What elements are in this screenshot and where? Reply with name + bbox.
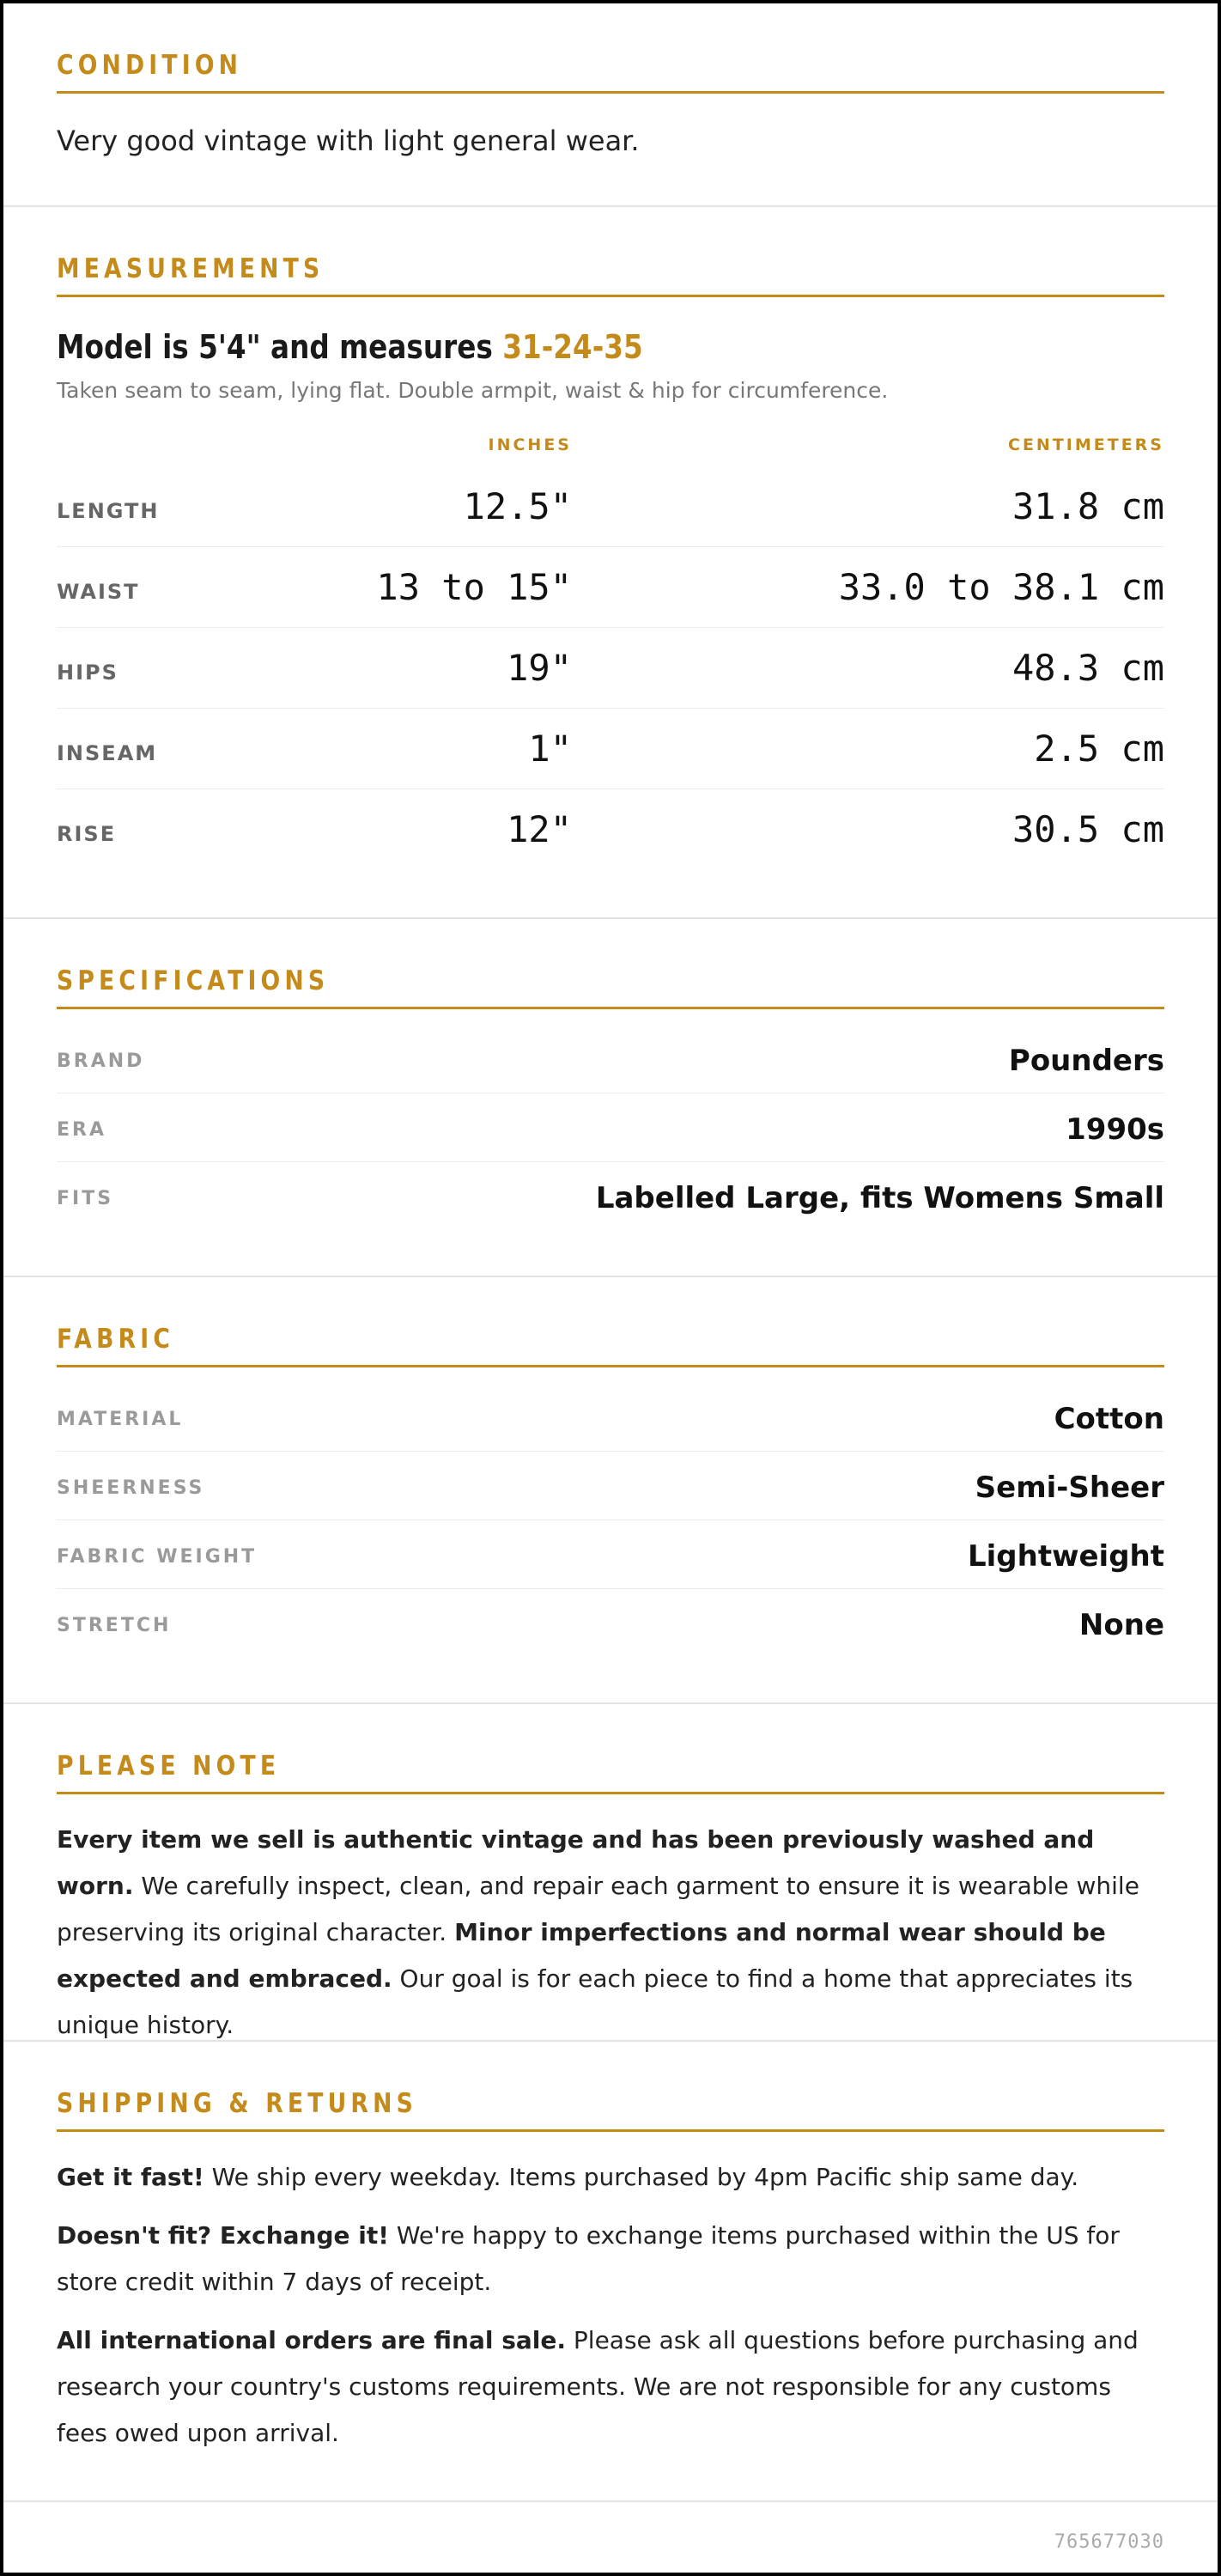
fabric-value: Lightweight	[967, 1539, 1164, 1574]
fabric-value: None	[1078, 1608, 1164, 1642]
measurement-label: HIPS	[57, 661, 118, 685]
measurement-cm: 48.3 cm	[1011, 647, 1164, 689]
measurement-row-rise	[57, 789, 1164, 870]
shipping-text-1: We ship every weekday. Items purchased by 4pm Pacific ship same day.	[204, 2163, 1079, 2191]
please-note-section	[3, 1704, 1218, 2042]
fabric-row-weight	[57, 1520, 1164, 1589]
spec-label: BRAND	[57, 1050, 145, 1072]
measurements-table	[57, 466, 1164, 870]
measurement-inches: 12"	[507, 808, 572, 850]
fabric-label: MATERIAL	[57, 1409, 184, 1430]
fabric-section	[3, 1277, 1218, 1704]
shipping-paragraph-international	[57, 2317, 1164, 2457]
spec-row-brand	[57, 1025, 1164, 1093]
fabric-label: STRETCH	[57, 1615, 172, 1636]
condition-section	[3, 3, 1218, 207]
shipping-paragraph-fast	[57, 2154, 1164, 2201]
note-text-1: We carefully inspect, clean, and repair each garment to ensure it is wearable while preserving its original character.	[57, 1872, 1139, 1946]
spec-value: Labelled Large, fits Womens Small	[595, 1181, 1164, 1215]
specifications-title: SPECIFICATIONS	[57, 965, 1164, 1009]
condition-title: CONDITION	[57, 50, 1164, 94]
fabric-title: FABRIC	[57, 1324, 1164, 1367]
measurement-label: LENGTH	[57, 499, 160, 523]
fabric-row-material	[57, 1383, 1164, 1452]
spec-label: ERA	[57, 1119, 106, 1141]
measurement-inches: 19"	[507, 647, 572, 689]
shipping-bold-2: Doesn't fit? Exchange it!	[57, 2221, 389, 2250]
measurement-row-hips	[57, 628, 1164, 709]
inches-column-header: INCHES	[488, 435, 572, 454]
measurements-section	[3, 207, 1218, 919]
measurement-row-length	[57, 466, 1164, 547]
product-details-page	[3, 3, 1218, 2573]
specifications-table	[57, 1025, 1164, 1231]
measurement-cm: 33.0 to 38.1 cm	[838, 566, 1164, 608]
shipping-paragraph-exchange	[57, 2213, 1164, 2305]
please-note-paragraph	[57, 1817, 1164, 2049]
fabric-row-stretch	[57, 1589, 1164, 1658]
measurement-row-inseam	[57, 709, 1164, 789]
model-figures: 31-24-35	[502, 328, 643, 366]
measurement-inches: 12.5"	[463, 485, 572, 527]
fabric-value: Cotton	[1054, 1402, 1164, 1436]
product-sku: 765677030	[1054, 2531, 1164, 2553]
measurement-label: WAIST	[57, 580, 140, 604]
note-bold-1: Every item we sell is authentic vintage and has been previously washed and worn.	[57, 1825, 1095, 1900]
model-measurements	[57, 328, 1164, 366]
shipping-returns-section	[3, 2042, 1218, 2502]
measurement-label: INSEAM	[57, 741, 158, 765]
fabric-label: SHEERNESS	[57, 1477, 205, 1499]
spec-row-era	[57, 1093, 1164, 1162]
measurement-label: RISE	[57, 822, 117, 846]
please-note-title: PLEASE NOTE	[57, 1751, 1164, 1794]
condition-text: Very good vintage with light general wear.	[57, 125, 640, 157]
fabric-label: FABRIC WEIGHT	[57, 1546, 258, 1568]
fabric-row-sheerness	[57, 1452, 1164, 1520]
model-prefix: Model is 5'4" and measures	[57, 328, 503, 366]
fabric-table	[57, 1383, 1164, 1658]
measurement-inches: 13 to 15"	[376, 566, 572, 608]
measurement-inches: 1"	[528, 728, 572, 770]
note-text-2: Our goal is for each piece to find a home that appreciates its unique history.	[57, 1964, 1133, 2039]
shipping-bold-3: All international orders are final sale.	[57, 2326, 567, 2354]
measurement-cm: 30.5 cm	[1011, 808, 1164, 850]
spec-label: FITS	[57, 1188, 114, 1209]
measurements-subtitle: Taken seam to seam, lying flat. Double armpit, waist & hip for circumference.	[57, 378, 889, 403]
shipping-text-3: Please ask all questions before purchasing and research your country's customs requirements. We are not responsible for any customs fees owed upon arrival.	[57, 2326, 1139, 2447]
note-bold-2: Minor imperfections and normal wear should be expected and embraced.	[57, 1918, 1106, 1993]
measurement-cm: 31.8 cm	[1011, 485, 1164, 527]
measurement-cm: 2.5 cm	[1034, 728, 1164, 770]
centimeters-column-header: CENTIMETERS	[1008, 435, 1164, 454]
spec-value: Pounders	[1008, 1044, 1164, 1078]
shipping-returns-title: SHIPPING & RETURNS	[57, 2088, 1164, 2132]
spec-row-fits	[57, 1162, 1164, 1231]
measurements-title: MEASUREMENTS	[57, 253, 1164, 297]
measurements-header	[57, 422, 1164, 466]
spec-value: 1990s	[1066, 1112, 1164, 1147]
shipping-bold-1: Get it fast!	[57, 2163, 204, 2191]
fabric-value: Semi-Sheer	[975, 1471, 1164, 1505]
specifications-section	[3, 919, 1218, 1277]
shipping-text-2: We're happy to exchange items purchased within the US for store credit within 7 days of receipt.	[57, 2221, 1120, 2296]
measurement-row-waist	[57, 547, 1164, 628]
